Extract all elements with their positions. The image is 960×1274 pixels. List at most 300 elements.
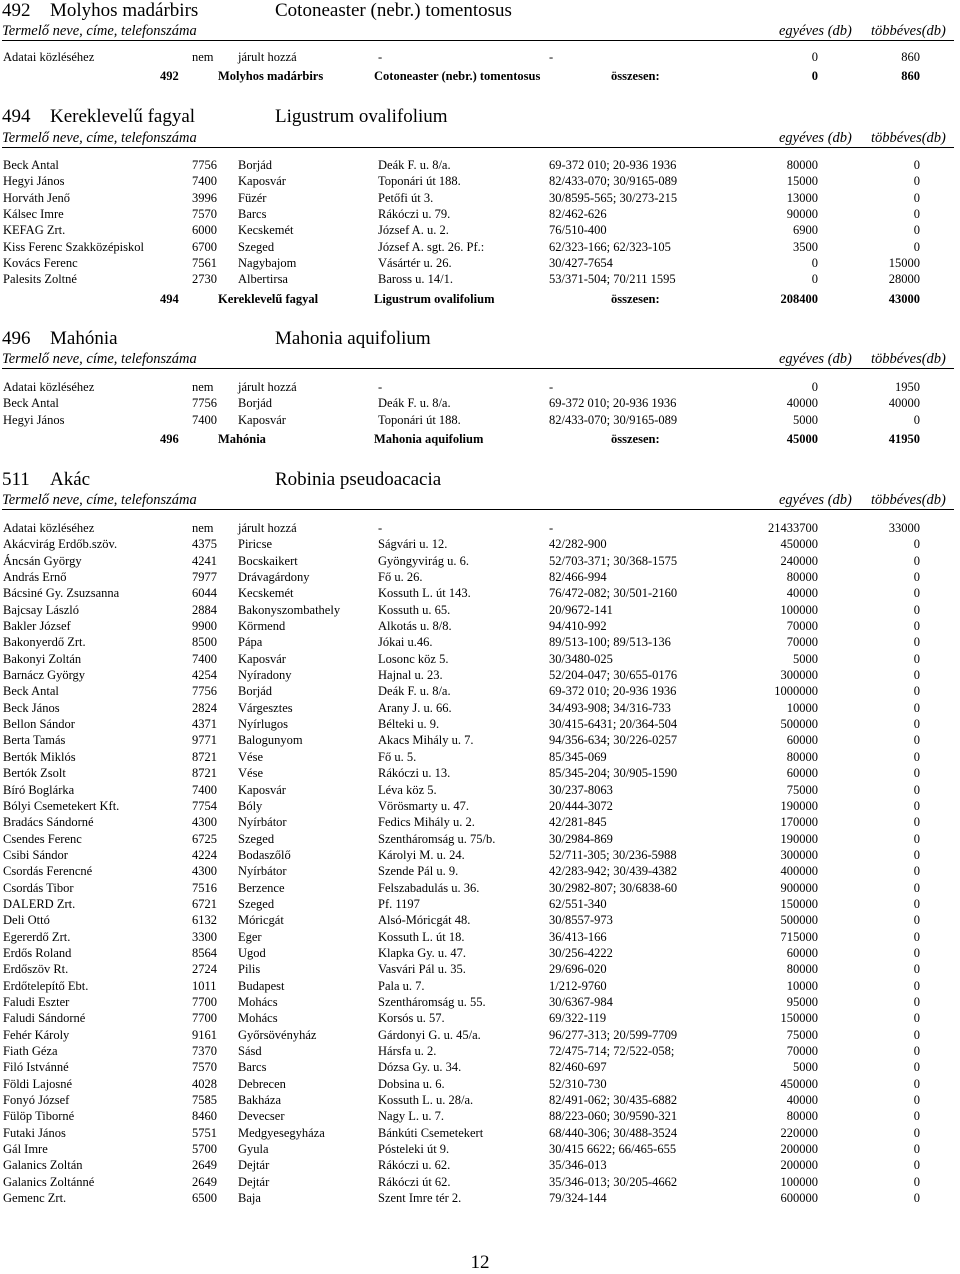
zip-code: 7585 [192,1093,217,1108]
table-row [0,749,960,765]
zip-code: 7516 [192,880,217,895]
zip-code: 6044 [192,586,217,601]
column-header-496 [2,350,954,369]
city: járult hozzá [238,50,297,64]
species-number: 492 [2,0,31,21]
zip-code: 9161 [192,1027,217,1042]
perennial-count: 0 [913,831,920,846]
phone: 69/322-119 [549,1011,607,1026]
species-hungarian-name: Kereklevelű fagyal [50,106,196,127]
street-address: Deák F. u. 8/a. [378,158,451,172]
zip-code: 9771 [192,733,217,748]
city: Füzér [238,190,267,205]
street-address: Fedics Mihály u. 2. [378,815,475,830]
producer-name: Berta Tamás [3,733,66,748]
producer-name: Barnácz György [3,668,86,683]
table-row [0,618,960,634]
annual-count: 80000 [786,749,818,764]
annual-count: 300000 [780,847,818,862]
phone: 85/345-204; 30/905-1590 [549,766,678,781]
street-address: Kossuth L. u. 28/a. [378,1093,474,1108]
perennial-count: 0 [913,962,920,977]
table-row [0,683,960,699]
street-address: Károlyi M. u. 24. [378,847,465,862]
city: Bocskaikert [238,553,298,568]
table-row [0,929,960,945]
producer-name: Fülöp Tiborné [3,1109,75,1124]
city: Balogunyom [238,733,303,748]
phone: 36/413-166 [549,929,607,944]
total-latin-name: Ligustrum ovalifolium [374,292,495,306]
perennial-count: 860 [901,50,920,64]
zip-code: 7756 [192,396,217,411]
zip-code: 8564 [192,945,217,960]
phone: 85/345-069 [549,749,607,764]
street-address: Petőfi út 3. [378,190,434,205]
zip-code: 6500 [192,1191,217,1206]
perennial-count: 0 [913,896,920,911]
annual-count: 240000 [780,553,818,568]
annual-count: 1000000 [774,684,818,699]
table-row [0,1125,960,1141]
annual-count: 21433700 [768,521,818,535]
table-row [0,1076,960,1092]
phone: 72/475-714; 72/522-058; [549,1044,675,1058]
table-row [0,798,960,814]
table-row [0,395,960,411]
annual-count: 200000 [780,1142,818,1157]
city: Sásd [238,1044,262,1058]
phone: 52/711-305; 30/236-5988 [549,847,677,862]
zip-code: 7400 [192,412,217,427]
perennial-count: 0 [913,1125,920,1140]
street-address: Losonc köz 5. [378,651,449,666]
street-address: Jókai u.46. [378,635,433,650]
total-perennial: 43000 [888,292,920,306]
phone: 34/493-908; 34/316-733 [549,700,671,715]
total-label: összesen: [611,69,660,83]
species-title-492 [2,0,952,22]
street-address: Kossuth u. 65. [378,602,451,617]
city: Kecskemét [238,586,294,601]
zip-code: 5751 [192,1125,217,1140]
table-row [0,1059,960,1075]
perennial-count: 0 [913,733,920,748]
table-row [0,1043,960,1059]
producer-name: Fiath Géza [3,1044,58,1058]
street-address: Fő u. 5. [378,749,417,764]
producer-header: Termelő neve, címe, telefonszáma [2,23,197,39]
city: Pápa [238,635,263,650]
producer-name: Deli Ottó [3,913,50,928]
annual-count: 60000 [786,945,818,960]
perennial-count: 0 [913,207,920,222]
producer-name: Filó Istvánné [3,1060,69,1075]
perennial-count: 0 [913,602,920,617]
zip-code: nem [192,521,214,535]
perennial-count: 33000 [888,521,920,535]
phone: 20/444-3072 [549,798,613,813]
street-address: Bánkúti Csemetekert [378,1125,484,1140]
phone: - [549,50,554,64]
perennial-count: 0 [913,223,920,238]
annual-count: 150000 [780,1011,818,1026]
zip-code: 3996 [192,190,217,205]
producer-name: Bradács Sándorné [3,815,94,830]
annual-count: 15000 [786,174,818,189]
zip-code: 6700 [192,239,217,254]
table-row [0,880,960,896]
zip-code: 5700 [192,1142,217,1157]
city: Győrsövényház [238,1027,317,1042]
annual-count: 90000 [786,207,818,222]
perennial-count: 0 [913,864,920,879]
street-address: Hársfa u. 2. [378,1044,437,1058]
phone: 53/371-504; 70/211 1595 [549,272,676,287]
producer-name: Fonyó József [3,1093,70,1108]
street-address: Szentháromság u. 55. [378,994,486,1009]
zip-code: 7561 [192,256,217,271]
city: Nyírbátor [238,864,287,879]
species-latin-name: Cotoneaster (nebr.) tomentosus [275,0,512,21]
street-address: Dózsa Gy. u. 34. [378,1060,462,1075]
perennial-count: 1950 [895,380,920,394]
perennial-header: többéves(db) [871,492,946,508]
street-address: Vasvári Pál u. 35. [378,962,466,977]
phone: 62/551-340 [549,896,607,911]
phone: 62/323-166; 62/323-105 [549,239,671,254]
street-address: Arany J. u. 66. [378,700,452,715]
zip-code: 7570 [192,1060,217,1075]
producer-name: Csordás Ferencné [3,864,93,879]
producer-name: Bakonyi Zoltán [3,651,82,666]
total-row-492 [0,67,960,85]
city: Várgesztes [238,700,293,715]
perennial-count: 0 [913,1142,920,1157]
street-address: Toponári út 188. [378,174,461,189]
annual-count: 60000 [786,766,818,781]
species-title-511 [2,469,952,491]
phone: 52/310-730 [549,1076,607,1091]
table-row [0,1092,960,1108]
street-address: Rákóczi u. 62. [378,1158,451,1173]
annual-count: 450000 [780,1076,818,1091]
city: Bóly [238,798,263,813]
perennial-count: 0 [913,717,920,732]
zip-code: 4254 [192,668,217,683]
phone: 69-372 010; 20-936 1936 [549,684,677,699]
producer-name: Csordás Tibor [3,880,74,895]
producer-name: Adatai közléséhez [3,50,95,64]
table-row [0,896,960,912]
producer-name: Bertók Miklós [3,749,76,764]
city: Nagybajom [238,256,297,271]
producer-name: András Ernő [3,570,67,585]
zip-code: 2649 [192,1174,217,1189]
phone: 30/2984-869 [549,831,613,846]
total-annual: 0 [811,69,818,83]
annual-count: 80000 [786,158,818,172]
street-address: Léva köz 5. [378,782,437,797]
annual-count: 0 [811,50,818,64]
zip-code: 6000 [192,223,217,238]
table-row [0,49,960,65]
table-row [0,536,960,552]
producer-name: Galanics Zoltán [3,1158,83,1173]
perennial-count: 0 [913,913,920,928]
city: Körmend [238,619,286,634]
perennial-count: 0 [913,1027,920,1042]
producer-name: Kiss Ferenc Szakközépiskol [3,239,144,254]
perennial-count: 0 [913,749,920,764]
producer-name: Adatai közléséhez [3,521,95,535]
annual-count: 5000 [793,651,818,666]
street-address: József A. u. 2. [378,223,449,238]
species-number: 494 [2,106,31,127]
perennial-count: 40000 [888,396,920,411]
annual-count: 80000 [786,570,818,585]
city: Bakonyszombathely [238,602,341,617]
species-hungarian-name: Akác [50,469,91,490]
table-row [0,700,960,716]
city: Gyula [238,1142,269,1157]
total-row-496 [0,430,960,448]
producer-list-494 [0,157,960,288]
city: Berzence [238,880,285,895]
perennial-count: 0 [913,880,920,895]
phone: 69-372 010; 20-936 1936 [549,158,677,172]
city: Eger [238,929,262,944]
table-row [0,831,960,847]
perennial-header: többéves(db) [871,351,946,367]
street-address: Szentháromság u. 75/b. [378,831,496,846]
zip-code: 1011 [192,978,217,993]
street-address: Vásártér u. 26. [378,256,452,271]
species-latin-name: Ligustrum ovalifolium [275,106,448,127]
zip-code: 8500 [192,635,217,650]
street-address: Gárdonyi G. u. 45/a. [378,1027,481,1042]
street-address: Gyöngyvirág u. 6. [378,553,469,568]
annual-count: 13000 [786,190,818,205]
perennial-count: 0 [913,1158,920,1173]
street-address: Alkotás u. 8/8. [378,619,452,634]
zip-code: 7400 [192,782,217,797]
table-row [0,716,960,732]
annual-count: 70000 [786,619,818,634]
annual-count: 40000 [786,396,818,411]
city: Szeged [238,831,275,846]
annual-count: 3500 [793,239,818,254]
total-annual: 208400 [780,292,818,306]
zip-code: 7754 [192,798,217,813]
phone: 1/212-9760 [549,978,607,993]
city: járult hozzá [238,380,297,394]
city: Borjád [238,158,273,172]
table-row [0,222,960,238]
annual-count: 190000 [780,831,818,846]
annual-count: 70000 [786,635,818,650]
species-number: 496 [2,328,31,349]
total-hungarian-name: Molyhos madárbirs [218,69,324,83]
table-row [0,634,960,650]
city: Kaposvár [238,782,286,797]
phone: 94/356-634; 30/226-0257 [549,733,678,748]
perennial-count: 0 [913,782,920,797]
city: Kecskemét [238,223,294,238]
annual-header: egyéves (db) [779,130,852,146]
phone: 30/415 6622; 66/465-655 [549,1142,677,1157]
city: Bakháza [238,1093,282,1108]
annual-count: 40000 [786,586,818,601]
street-address: Rákóczi u. 13. [378,766,451,781]
table-row [0,553,960,569]
table-row [0,271,960,287]
perennial-header: többéves(db) [871,23,946,39]
phone: 42/283-942; 30/439-4382 [549,864,678,879]
producer-name: Erdőtelepítő Ebt. [3,978,89,993]
zip-code: 7700 [192,994,217,1009]
phone: 52/703-371; 30/368-1575 [549,553,678,568]
zip-code: 7756 [192,684,217,699]
phone: 89/513-100; 89/513-136 [549,635,671,650]
city: Dejtár [238,1174,270,1189]
total-label: összesen: [611,432,660,446]
city: Nyírbátor [238,815,287,830]
perennial-count: 0 [913,412,920,427]
street-address: Hajnal u. 23. [378,668,443,683]
table-row [0,379,960,395]
producer-name: Bellon Sándor [3,717,75,732]
producer-name: Fehér Károly [3,1027,70,1042]
perennial-count: 0 [913,537,920,552]
annual-count: 10000 [786,978,818,993]
perennial-count: 0 [913,239,920,254]
zip-code: 7977 [192,570,217,585]
perennial-count: 0 [913,945,920,960]
producer-name: Palesits Zoltné [3,272,77,287]
producer-header: Termelő neve, címe, telefonszáma [2,351,197,367]
street-address: Vörösmarty u. 47. [378,798,469,813]
phone: 52/204-047; 30/655-0176 [549,668,678,683]
annual-count: 0 [811,256,818,271]
zip-code: 2724 [192,962,217,977]
total-latin-name: Cotoneaster (nebr.) tomentosus [374,69,541,83]
street-address: Toponári út 188. [378,412,461,427]
street-address: Fő u. 26. [378,570,423,585]
city: Barcs [238,207,267,222]
annual-count: 190000 [780,798,818,813]
producer-name: Bácsiné Gy. Zsuzsanna [3,586,120,601]
producer-name: DALERD Zrt. [3,896,76,911]
total-number: 496 [160,432,179,446]
phone: 30/427-7654 [549,256,613,271]
street-address: - [378,521,383,535]
city: Devecser [238,1109,285,1124]
city: Budapest [238,978,285,993]
producer-name: Bíró Boglárka [3,782,75,797]
perennial-count: 0 [913,1174,920,1189]
table-row [0,190,960,206]
annual-count: 75000 [786,782,818,797]
table-row [0,569,960,585]
perennial-count: 0 [913,651,920,666]
street-address: Bélteki u. 9. [378,717,440,732]
perennial-count: 0 [913,766,920,781]
annual-count: 6900 [793,223,818,238]
city: Nyíradony [238,668,292,683]
producer-name: Bertók Zsolt [3,766,66,781]
zip-code: 7570 [192,207,217,222]
street-address: Kossuth L. út 18. [378,929,465,944]
city: Kaposvár [238,174,286,189]
producer-name: Bakler József [3,619,71,634]
street-address: Szende Pál u. 9. [378,864,459,879]
phone: 79/324-144 [549,1191,607,1206]
total-row-494 [0,290,960,308]
street-address: Rákóczi u. 79. [378,207,451,222]
producer-name: Horváth Jenő [3,190,70,205]
zip-code: 4371 [192,717,217,732]
species-number: 511 [2,469,30,490]
street-address: Pala u. 7. [378,978,425,993]
phone: 29/696-020 [549,962,607,977]
column-header-511 [2,491,954,510]
zip-code: 2649 [192,1158,217,1173]
zip-code: 7400 [192,174,217,189]
perennial-count: 0 [913,684,920,699]
phone: 30/2982-807; 30/6838-60 [549,880,678,895]
table-row [0,978,960,994]
producer-name: Földi Lajosné [3,1076,73,1091]
phone: - [549,521,554,535]
zip-code: 4028 [192,1076,217,1091]
perennial-count: 0 [913,798,920,813]
street-address: Nagy L. u. 7. [378,1109,444,1124]
producer-name: Gemenc Zrt. [3,1191,67,1206]
producer-name: Erdős Roland [3,945,72,960]
column-header-492 [2,22,954,41]
street-address: Pósteleki út 9. [378,1142,450,1157]
zip-code: 8721 [192,766,217,781]
table-row [0,520,960,536]
zip-code: 4375 [192,537,217,552]
annual-count: 200000 [780,1158,818,1173]
phone: 82/466-994 [549,570,607,585]
city: Vése [238,766,263,781]
table-row [0,1174,960,1190]
city: Mohács [238,1011,278,1026]
table-row [0,667,960,683]
producer-list-492 [0,49,960,65]
street-address: Klapka Gy. u. 47. [378,945,467,960]
producer-name: Bajcsay László [3,602,80,617]
phone: 42/281-845 [549,815,607,830]
producer-name: Kovács Ferenc [3,256,78,271]
city: Medgyesegyháza [238,1125,325,1140]
perennial-count: 0 [913,929,920,944]
annual-header: egyéves (db) [779,492,852,508]
perennial-count: 0 [913,815,920,830]
producer-list-511 [0,520,960,1206]
annual-count: 80000 [786,1109,818,1124]
phone: 82/462-626 [549,207,607,222]
producer-name: Faludi Sándorné [3,1011,86,1026]
species-latin-name: Mahonia aquifolium [275,328,431,349]
table-row [0,847,960,863]
city: Bodaszőlő [238,847,291,862]
city: Nyírlugos [238,717,288,732]
city: Szeged [238,896,275,911]
